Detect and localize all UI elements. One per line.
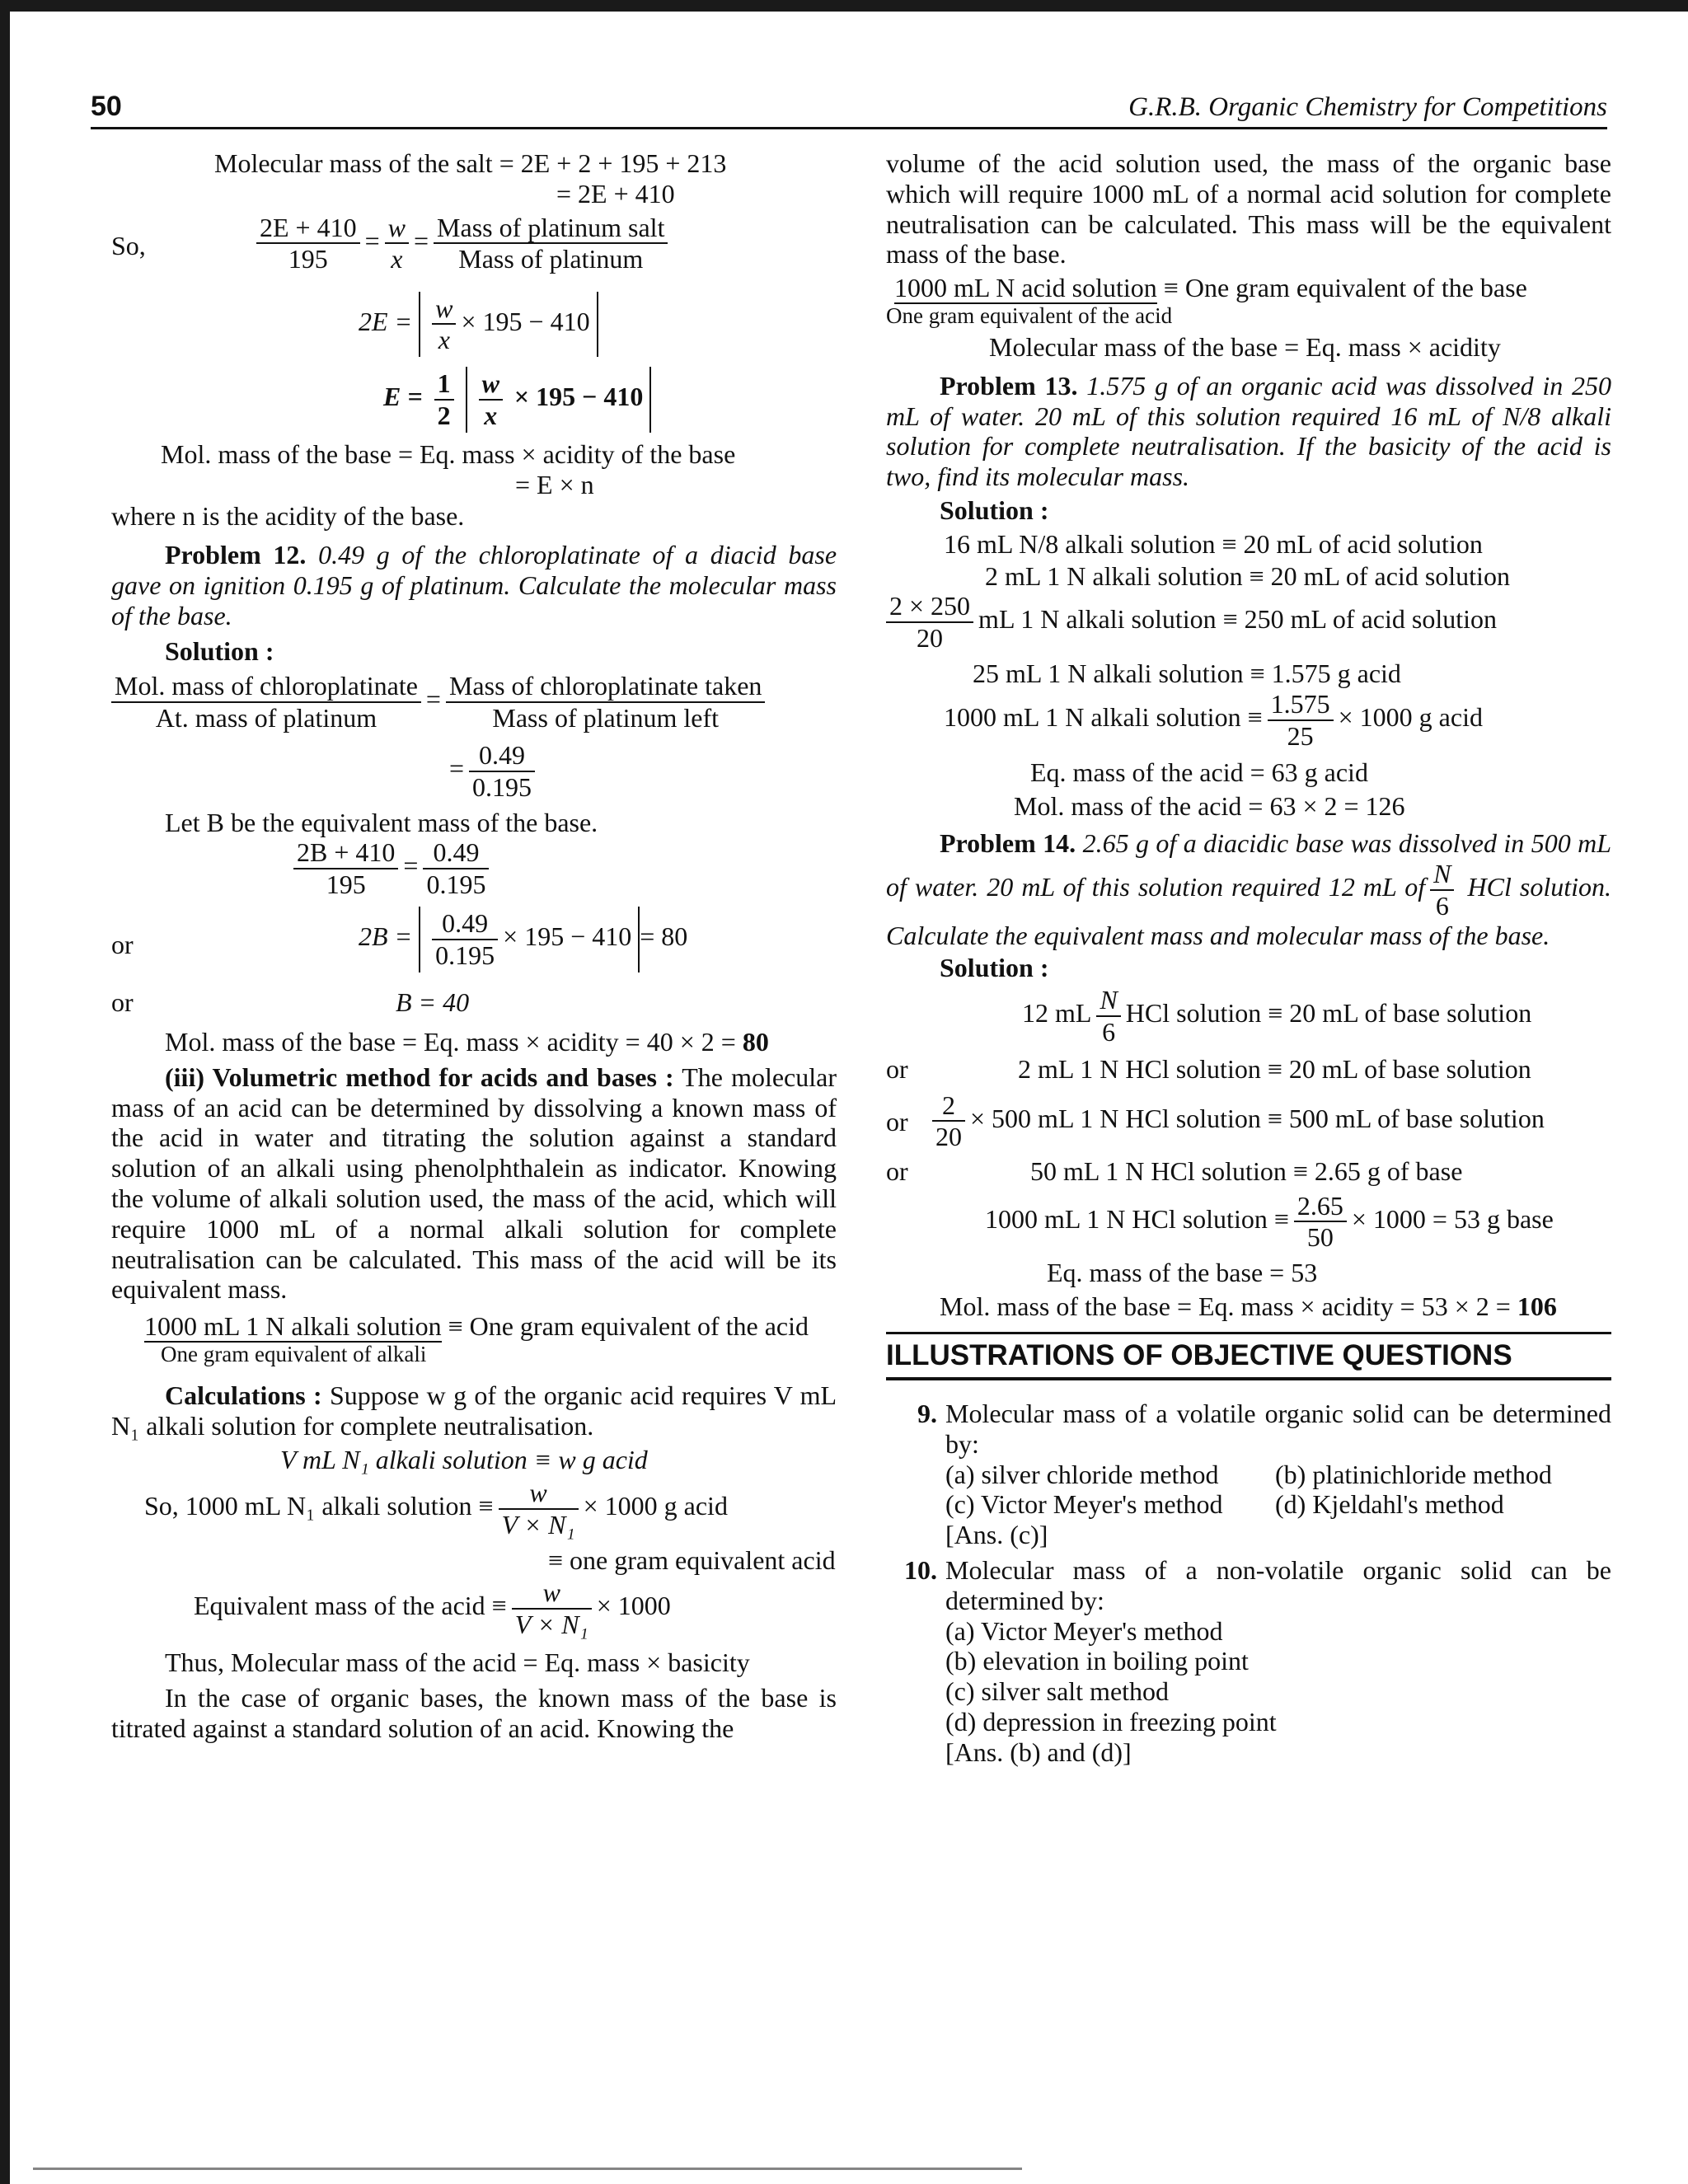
- p14-step-2: or 2 mL 1 N HCl solution ≡ 20 mL of base solution: [886, 1053, 1531, 1084]
- question-10: 10. Molecular mass of a non-volatile organic solid can be determined by: (a) Victor Meyer's method (b) elevation in boiling point (c) silver salt method (d) depression in freezing point [Ans. (b) and (d)]: [904, 1554, 1611, 1767]
- problem-14: Problem 14. 2.65 g of a diacidic base was dissolved in 500 mL of water. 20 mL of this solution required 12 mL of $\frac{N}{6}$ HCl solution. Calculate the equivalent mass and molecular mass of the base.: [886, 827, 1612, 951]
- q10-option-d: (d) depression in freezing point: [945, 1706, 1277, 1736]
- q10-answer: [Ans. (b) and (d)]: [945, 1736, 1132, 1767]
- mol-mass-base-en: = E × n: [515, 469, 594, 499]
- p14-step-4: or 50 mL 1 N HCl solution ≡ 2.65 g of base: [886, 1155, 1463, 1186]
- section-divider: [886, 1332, 1611, 1334]
- page-number: 50: [91, 91, 122, 122]
- b-equation-1: $\frac{2B + 410}{195}$ = $\frac{0.49}{0.195}$: [288, 837, 837, 900]
- question-9-text: Molecular mass of a volatile organic solid can be determined by:: [945, 1399, 1611, 1459]
- problem-12: Problem 12. 0.49 g of the chloroplatinate of a diacid base gave on ignition 0.195 g of platinum. Calculate the molecular mass of the base.: [111, 540, 837, 630]
- p14-step-6: Eq. mass of the base = 53: [1047, 1258, 1318, 1288]
- q9-option-b: (b) platinichloride method: [1275, 1459, 1552, 1489]
- q9-answer: [Ans. (c)]: [945, 1520, 1048, 1550]
- volumetric-method-paragraph: (iii) Volumetric method for acids and bases : The molecular mass of an acid can be determined by dissolving a known mass of the acid in water and titrating the solution against a standard solution of an alkali using phenolphthalein as indicator. Knowing the volume of alkali solution used, the mass of the acid, which will require 1000 mL of a normal alkali solution for complete neutralisation can be calculated. This mass of the acid will be its equivalent mass.: [111, 1062, 837, 1305]
- p13-step-7: Mol. mass of the acid = 63 × 2 = 126: [1014, 791, 1405, 822]
- where-n-text: where n is the acidity of the base.: [111, 501, 465, 532]
- mol-mass-base-formula: Mol. mass of the base = Eq. mass × acidity of the base: [161, 438, 736, 469]
- b-equation-2: or 2B = $\frac{0.49}{0.195}$ × 195 − 410 = 80: [111, 907, 837, 982]
- salt-mass-line: Molecular mass of the salt = 2E + 2 + 195 + 213: [214, 148, 727, 178]
- calc-equation-4: Equivalent mass of the acid ≡ $\frac{w}{\text{V × N₁}}$ × 1000: [194, 1577, 671, 1639]
- p13-step-6: Eq. mass of the acid = 63 g acid: [1030, 757, 1368, 788]
- continued-paragraph: volume of the acid solution used, the mass of the organic base which will require 1000 mL of a normal acid solution for complete neutralisation can be calculated. This mass will be the equivalent mass of the base.: [886, 148, 1611, 269]
- page-top-border: [0, 0, 1688, 12]
- left-column: [111, 148, 837, 1744]
- calc-equation-2: So, 1000 mL N₁ alkali solution ≡ $\frac{w}{\text{V × N₁}}$ × 1000 g acid: [144, 1478, 728, 1540]
- thus-line: Thus, Molecular mass of the acid = Eq. mass × basicity: [165, 1647, 750, 1678]
- p14-step-7: Mol. mass of the base = Eq. mass × acidity = 53 × 2 = 106: [940, 1291, 1557, 1321]
- q10-option-b: (b) elevation in boiling point: [945, 1646, 1249, 1676]
- illustrations-heading: ILLUSTRATIONS OF OBJECTIVE QUESTIONS: [886, 1339, 1611, 1380]
- right-column: [886, 148, 1611, 1768]
- solution-heading-14: Solution :: [940, 953, 1049, 983]
- fraction-wx: $\frac{w}{x}$: [385, 213, 409, 275]
- q10-option-c: (c) silver salt method: [945, 1676, 1170, 1707]
- p13-step-1: 16 mL N/8 alkali solution ≡ 20 mL of acid solution: [944, 528, 1483, 559]
- let-b-text: Let B be the equivalent mass of the base.: [165, 807, 598, 837]
- equation-e: E = $\frac{1}{2}$ $\frac{w}{x}$ × 195 − 410: [383, 367, 837, 433]
- mol-mass-result-80: Mol. mass of the base = Eq. mass × acidity = 40 × 2 = 80: [165, 1026, 769, 1057]
- page-header: [91, 89, 1607, 129]
- chloroplatinate-ratio: Mol. mass of chloroplatinate At. mass of platinum = Mass of chloroplatinate taken Mass of platinum left: [111, 671, 837, 733]
- solution-heading-12: Solution :: [165, 635, 274, 666]
- q9-option-d: (d) Kjeldahl's method: [1275, 1489, 1504, 1520]
- b-result: or B = 40: [111, 987, 470, 1017]
- p13-step-5: 1000 mL 1 N alkali solution ≡ $\frac{1.575}{25}$ × 1000 g acid: [944, 688, 1483, 751]
- p13-step-4: 25 mL 1 N alkali solution ≡ 1.575 g acid: [973, 658, 1401, 688]
- p14-step-5: 1000 mL 1 N HCl solution ≡ $\frac{2.65}{50}$ × 1000 = 53 g base: [985, 1190, 1554, 1253]
- q10-option-a: (a) Victor Meyer's method: [945, 1615, 1223, 1646]
- brace-label-acid: One gram equivalent of the acid: [886, 302, 1173, 328]
- p13-step-3: $\frac{2 \times 250}{20}$ mL 1 N alkali solution ≡ 250 mL of acid solution: [886, 591, 1611, 654]
- question-10-text: Molecular mass of a non-volatile organic solid can be determined by:: [945, 1554, 1611, 1615]
- equivalence-base: 1000 mL N acid solution ≡ One gram equivalent of the base: [894, 273, 1527, 303]
- page-left-border: [0, 0, 10, 2184]
- p14-step-3: or $\frac{2}{20}$ × 500 mL 1 N HCl solution ≡ 500 mL of base solution: [886, 1090, 1545, 1152]
- calc-equation-1: V mL N₁ alkali solution ≡ w g acid: [280, 1444, 648, 1474]
- p13-step-2: 2 mL 1 N alkali solution ≡ 20 mL of acid solution: [985, 560, 1510, 591]
- question-9: 9. Molecular mass of a volatile organic solid can be determined by: (a) silver chloride method (b) platinichloride method (c) Victor Meyer's method (d) Kjeldahl's method [Ans. (c)]: [917, 1399, 1611, 1550]
- salt-mass-result: = 2E + 410: [556, 178, 675, 209]
- calc-equation-3: ≡ one gram equivalent acid: [548, 1544, 836, 1575]
- fraction-2e: $\frac{2E + 410}{195}$: [256, 213, 360, 275]
- brace-label-alkali: One gram equivalent of alkali: [161, 1341, 427, 1366]
- q9-option-c: (c) Victor Meyer's method: [945, 1489, 1223, 1520]
- fraction-mass-salt: Mass of platinum salt Mass of platinum: [434, 213, 668, 275]
- equivalence-acid: 1000 mL 1 N alkali solution ≡ One gram equivalent of the acid: [144, 1311, 809, 1342]
- bases-paragraph: In the case of organic bases, the known mass of the base is titrated against a standard solution of an acid. Knowing the: [111, 1683, 837, 1743]
- calculations-paragraph: Calculations : Suppose w g of the organic acid requires V mL N₁ alkali solution for complete neutralisation.: [111, 1380, 837, 1441]
- ratio-value: = $\frac{0.49}{0.195}$: [449, 740, 837, 803]
- p14-step-1: 12 mL $\frac{N}{6}$ HCl solution ≡ 20 mL of base solution: [1022, 984, 1532, 1047]
- equation-2e: 2E = $\frac{w}{x}$ × 195 − 410: [359, 292, 837, 358]
- solution-heading-13: Solution :: [940, 495, 1049, 526]
- so-label: So,: [111, 230, 146, 260]
- book-title: G.R.B. Organic Chemistry for Competitions: [1128, 92, 1607, 122]
- problem-13: Problem 13. 1.575 g of an organic acid was dissolved in 250 mL of water. 20 mL of this solution required 16 mL of N/8 alkali solution for complete neutralisation. If the basicity of the acid is two, find its molecular mass.: [886, 370, 1612, 492]
- ratio-equation: So, $\frac{2E + 410}{195}$ = $\frac{w}{x}$ = Mass of platinum salt Mass of platinum: [111, 213, 837, 284]
- mol-mass-base-right: Molecular mass of the base = Eq. mass × acidity: [989, 332, 1501, 363]
- scan-edge-line: [33, 2168, 1022, 2170]
- q9-option-a: (a) silver chloride method: [945, 1459, 1219, 1489]
